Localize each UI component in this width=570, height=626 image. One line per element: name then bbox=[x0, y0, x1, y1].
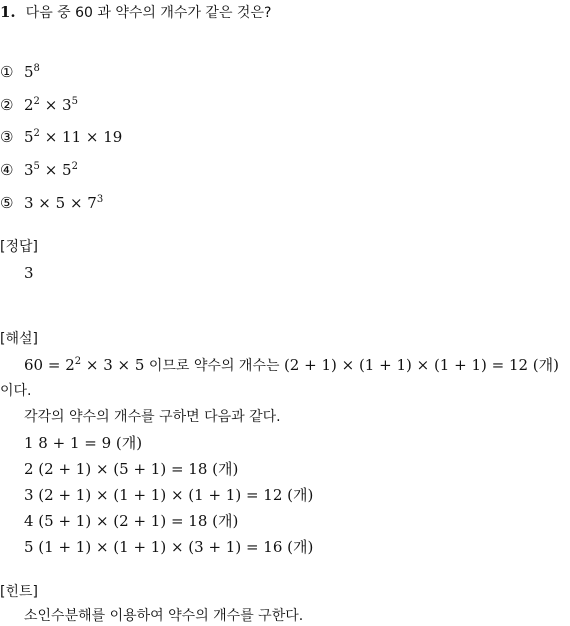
explanation-item: 5 (1 + 1) × (1 + 1) × (3 + 1) = 16 (개) bbox=[24, 538, 314, 556]
question-text: 다음 중 60 과 약수의 개수가 같은 것은? bbox=[25, 5, 272, 21]
choice-5-mark: ⑤ bbox=[0, 194, 14, 212]
choice-3-base: 5 bbox=[24, 128, 34, 146]
choice-2-mark: ② bbox=[0, 96, 14, 114]
choice-4-mark: ④ bbox=[0, 161, 14, 179]
choice-5-base: 3 × 5 × 7 bbox=[24, 194, 97, 212]
explanation-line1-b: × 3 × 5 bbox=[81, 356, 145, 374]
choice-2-base1: 2 bbox=[24, 96, 34, 114]
choice-5[interactable] bbox=[0, 193, 103, 213]
choice-3-exp: 2 bbox=[33, 128, 40, 139]
explanation-line1-c: (2 + 1) × (1 + 1) × (1 + 1) = 12 (개) bbox=[283, 356, 560, 374]
hint-text: 소인수분해를 이용하여 약수의 개수를 구한다. bbox=[24, 608, 304, 624]
explanation-label: [해설] bbox=[0, 331, 38, 347]
explanation-line-1 bbox=[24, 355, 559, 376]
choice-1-base: 5 bbox=[24, 63, 34, 81]
explanation-item: 2 (2 + 1) × (5 + 1) = 18 (개) bbox=[24, 460, 239, 478]
choice-3[interactable] bbox=[0, 127, 122, 147]
choice-4[interactable] bbox=[0, 160, 78, 180]
explanation-item: 4 (5 + 1) × (2 + 1) = 18 (개) bbox=[24, 512, 239, 530]
choice-4-exp2: 2 bbox=[71, 161, 78, 172]
answer-label: [정답] bbox=[0, 239, 38, 255]
answer-value: 3 bbox=[24, 264, 34, 282]
choice-4-base2: × 5 bbox=[39, 161, 72, 179]
choice-1-exp: 8 bbox=[33, 63, 40, 74]
explanation-line1-sup: 2 bbox=[74, 356, 82, 367]
choice-4-base1: 3 bbox=[24, 161, 34, 179]
choice-1[interactable] bbox=[0, 62, 40, 82]
choice-2-exp2: 5 bbox=[71, 96, 78, 107]
hint-label: [힌트] bbox=[0, 584, 38, 600]
choice-3-rest: × 11 × 19 bbox=[39, 128, 123, 146]
explanation-line1-a: 60 = 2 bbox=[24, 356, 75, 374]
choice-3-mark: ③ bbox=[0, 128, 14, 146]
question-line bbox=[0, 2, 271, 23]
explanation-item: 1 8 + 1 = 9 (개) bbox=[24, 434, 143, 452]
choice-5-exp: 3 bbox=[96, 194, 104, 205]
choice-1-mark: ① bbox=[0, 63, 14, 81]
choice-2-exp1: 2 bbox=[33, 96, 40, 107]
choice-2[interactable] bbox=[0, 95, 78, 115]
question-number: 1. bbox=[0, 3, 16, 21]
explanation-line1-ko: 이므로 약수의 개수는 bbox=[144, 358, 284, 374]
explanation-line-2: 이다. bbox=[0, 383, 32, 399]
explanation-item: 3 (2 + 1) × (1 + 1) × (1 + 1) = 12 (개) bbox=[24, 486, 314, 504]
choice-4-exp1: 5 bbox=[33, 161, 40, 172]
explanation-line-3: 각각의 약수의 개수를 구하면 다음과 같다. bbox=[24, 409, 281, 425]
choice-2-base2: × 3 bbox=[39, 96, 72, 114]
